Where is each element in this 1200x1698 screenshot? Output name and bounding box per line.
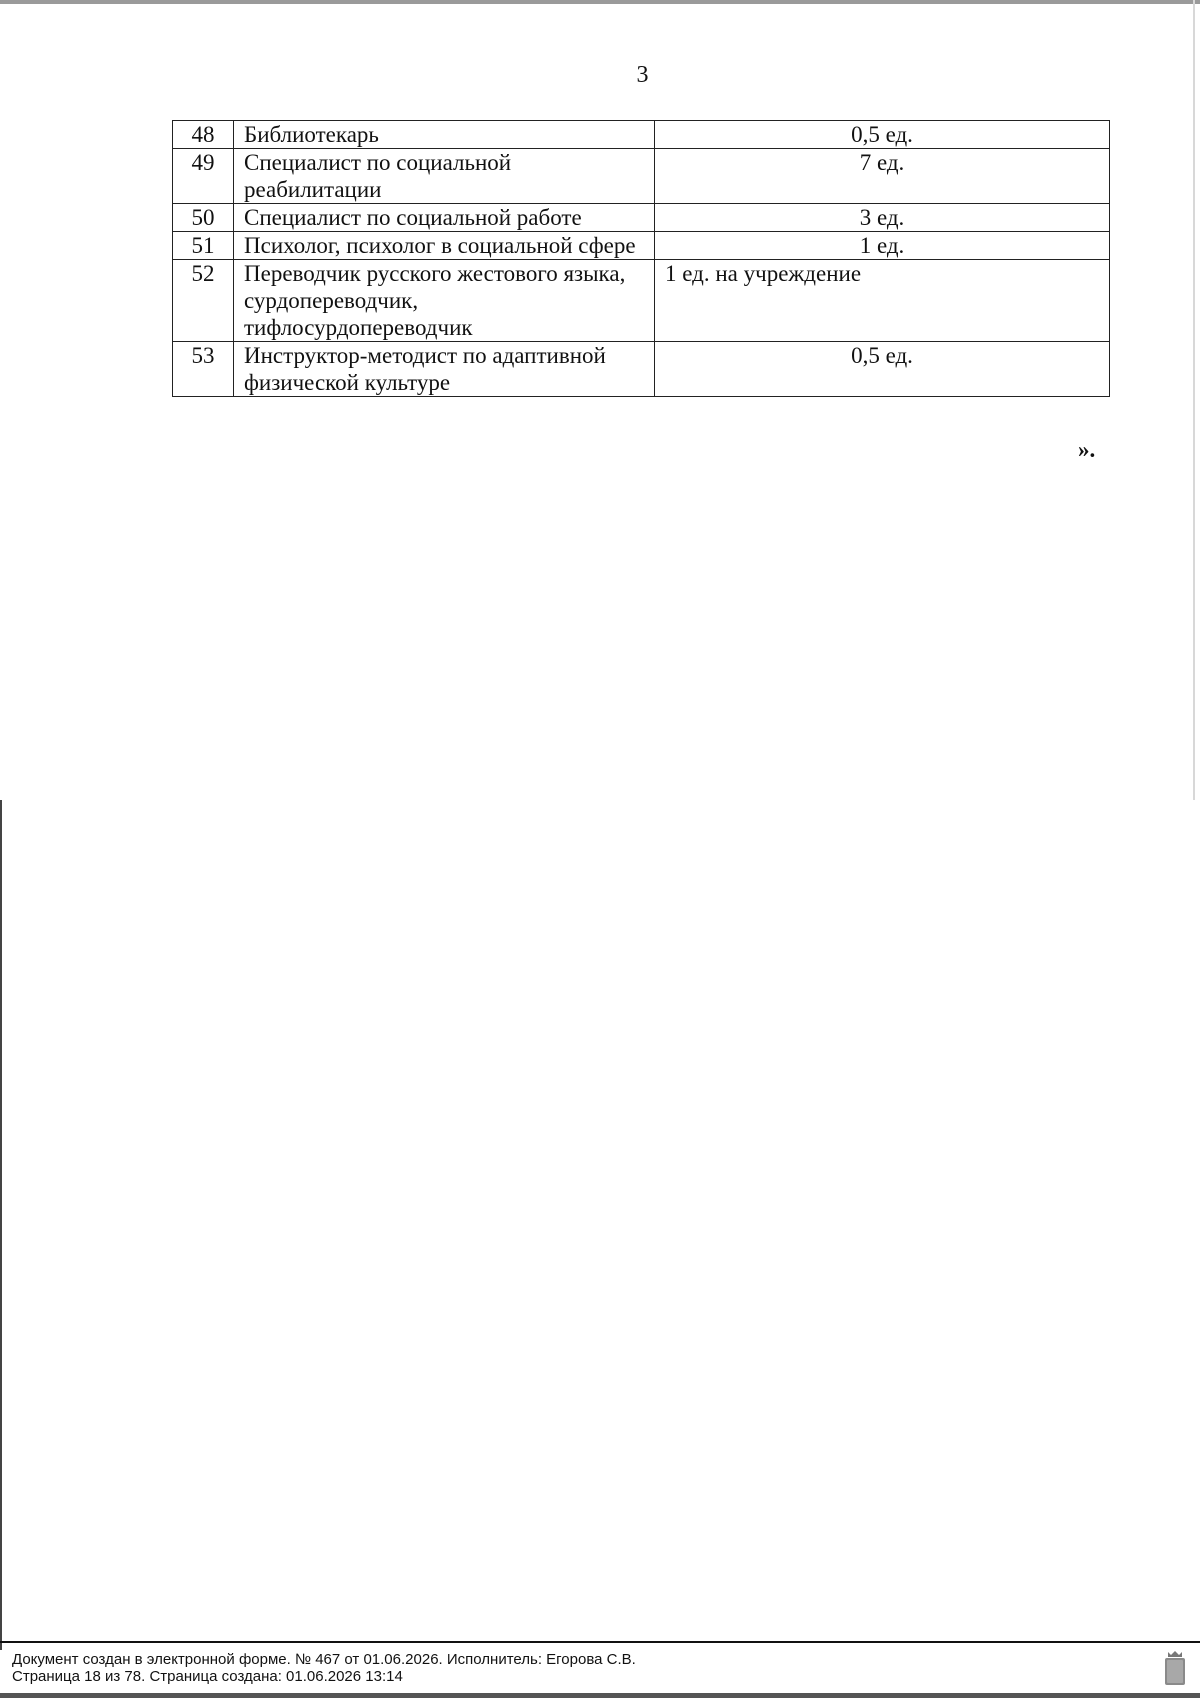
staff-table (172, 120, 1110, 397)
footer-document-info: Документ создан в электронной форме. № 467 от 01.06.2026. Исполнитель: Егорова С.В. (12, 1651, 636, 1668)
table-row (173, 260, 1110, 342)
row-number: 50 (173, 204, 234, 232)
staff-amount: 1 ед. на учреждение (655, 260, 1110, 342)
table-row (173, 232, 1110, 260)
page-number: 3 (636, 62, 649, 88)
table-row (173, 149, 1110, 204)
scan-edge-left (0, 800, 2, 1650)
position-name: Психолог, психолог в социальной сфере (234, 232, 655, 260)
scan-edge-bottom (0, 1693, 1200, 1698)
position-name: Переводчик русского жестового языка, сурдопереводчик, тифлосурдопереводчик (234, 260, 655, 342)
staff-amount: 1 ед. (655, 232, 1110, 260)
position-name: Специалист по социальной работе (234, 204, 655, 232)
closing-quote-mark: ». (1078, 437, 1096, 462)
row-number: 52 (173, 260, 234, 342)
position-name: Инструктор-методист по адаптивной физической культуре (234, 342, 655, 397)
scan-edge-top (0, 0, 1200, 4)
row-number: 48 (173, 121, 234, 149)
row-number: 51 (173, 232, 234, 260)
staff-amount: 0,5 ед. (655, 121, 1110, 149)
document-footer (0, 1641, 1200, 1685)
staff-amount: 7 ед. (655, 149, 1110, 204)
table-row (173, 204, 1110, 232)
row-number: 49 (173, 149, 234, 204)
position-name: Специалист по социальной реабилитации (234, 149, 655, 204)
scan-edge-right (1193, 0, 1195, 800)
position-name: Библиотекарь (234, 121, 655, 149)
staff-amount: 3 ед. (655, 204, 1110, 232)
row-number: 53 (173, 342, 234, 397)
table-row (173, 342, 1110, 397)
table-row (173, 121, 1110, 149)
staff-amount: 0,5 ед. (655, 342, 1110, 397)
footer-page-info: Страница 18 из 78. Страница создана: 01.06.2026 13:14 (12, 1668, 403, 1685)
coat-of-arms-icon (1163, 1651, 1187, 1687)
